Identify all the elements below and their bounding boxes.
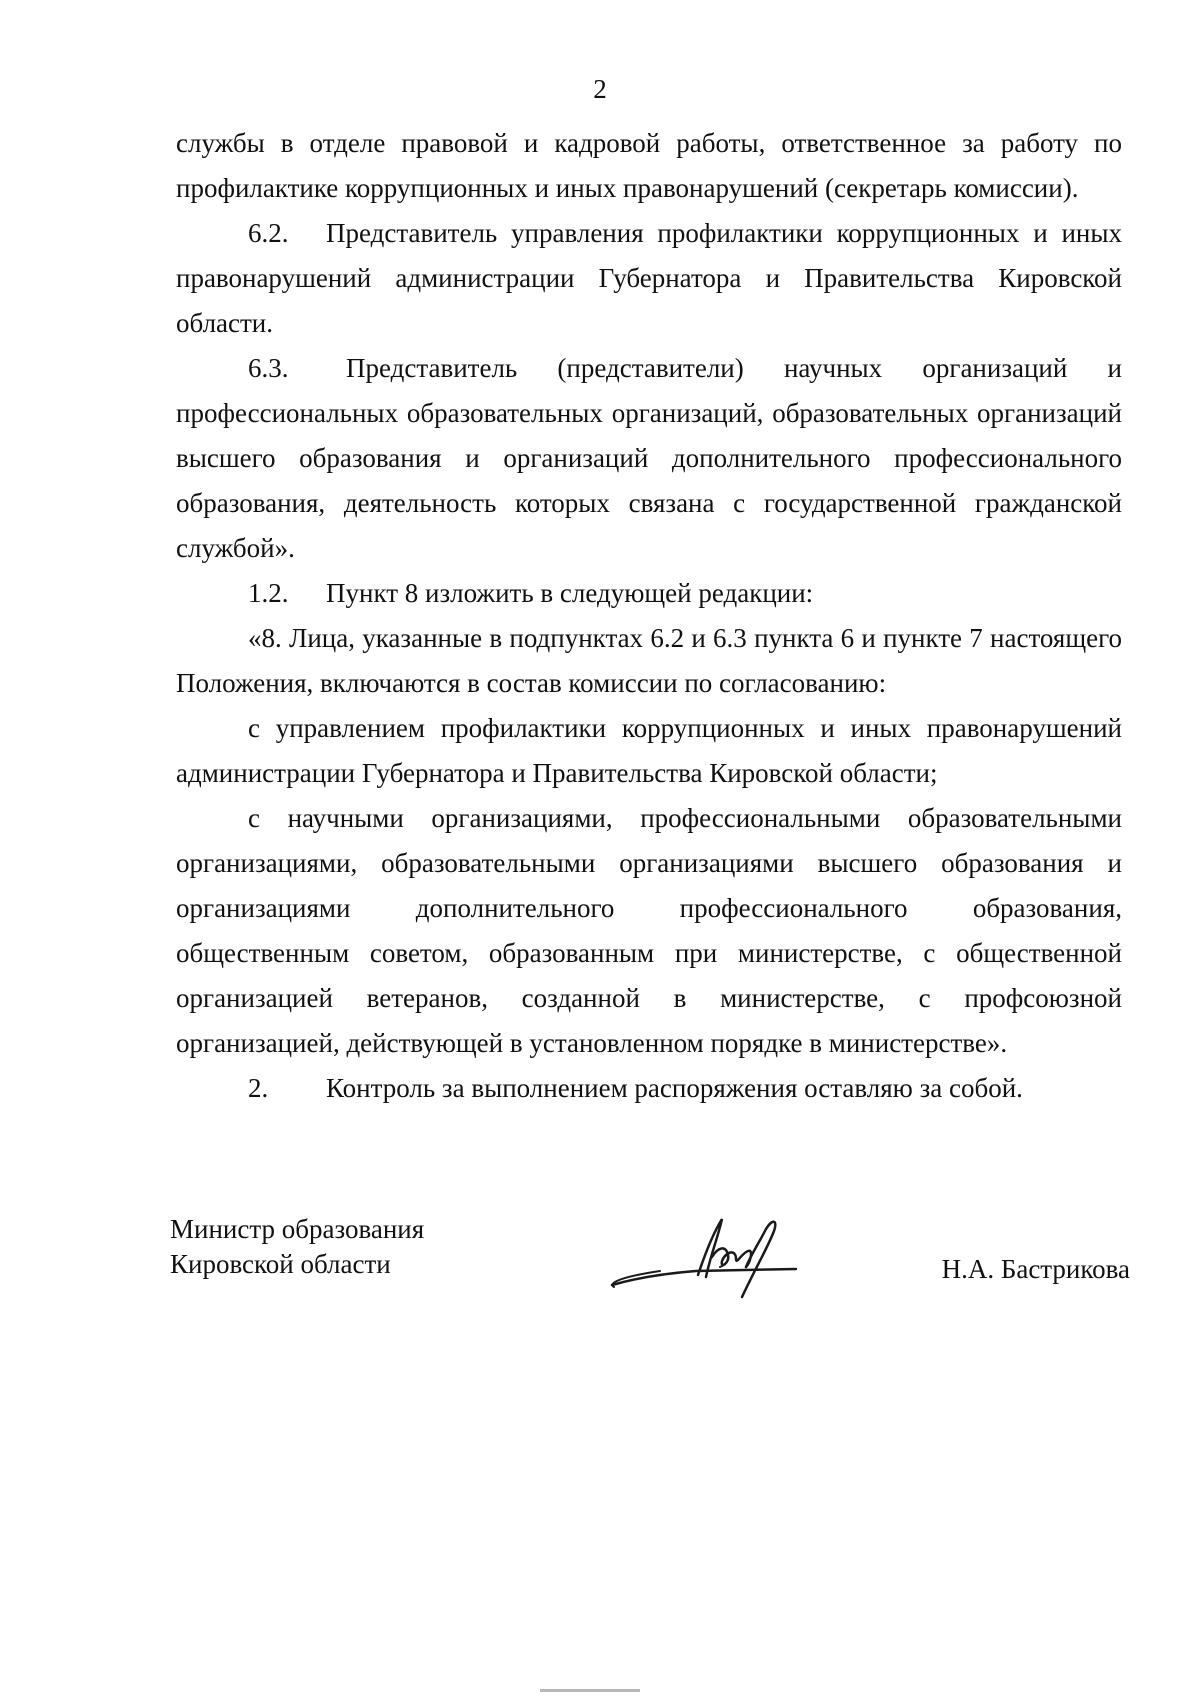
item-text: Представитель (представители) научных организаций и профессиональных образовательных организаций, образовательных организаций высшего образования и организаций дополнительного профессионального образования, деятельность которых связана с государственной гражданской службой». xyxy=(176,353,1122,563)
page-number: 2 xyxy=(593,74,607,104)
signatory-title xyxy=(170,1212,424,1282)
item-text: Представитель управления профилактики коррупционных и иных правонарушений администрации Губернатора и Правительства Кировской области. xyxy=(176,218,1122,338)
paragraph-item-2 xyxy=(176,1066,1122,1111)
paragraph-item-8: «8. Лица, указанные в подпунктах 6.2 и 6.3 пункта 6 и пункте 7 настоящего Положения, включаются в состав комиссии по согласованию: xyxy=(176,623,1122,698)
paragraph-agreement-2: с научными организациями, профессиональными образовательными организациями, образовательными организациями высшего образования и организациями дополнительного профессионального образования, общественным советом, образованным при министерстве, с общественной организацией ветеранов, созданной в министерстве, с профсоюзной организацией, действующей в установленном порядке в министерстве». xyxy=(176,803,1122,1058)
paragraph-continuation: службы в отделе правовой и кадровой работы, ответственное за работу по профилактике коррупционных и иных правонарушений (секретарь комиссии). xyxy=(176,128,1122,203)
item-number: 6.3. xyxy=(248,353,289,383)
document-body xyxy=(176,121,1122,1111)
item-text: Контроль за выполнением распоряжения оставляю за собой. xyxy=(326,1073,1023,1103)
signatory-title-line2: Кировской области xyxy=(170,1249,391,1279)
item-number: 6.2. xyxy=(248,218,289,248)
signature-block xyxy=(170,1212,1130,1322)
item-number: 2. xyxy=(248,1073,269,1103)
paragraph-item-6-3 xyxy=(176,346,1122,571)
paragraph-item-6-2 xyxy=(176,211,1122,346)
paragraph-item-1-2 xyxy=(176,571,1122,616)
signatory-name: Н.А. Бастрикова xyxy=(941,1254,1130,1284)
paragraph-agreement-1: с управлением профилактики коррупционных и иных правонарушений администрации Губернатора и Правительства Кировской области; xyxy=(176,713,1122,788)
page-edge-mark xyxy=(540,1687,640,1693)
item-text: Пункт 8 изложить в следующей редакции: xyxy=(326,578,814,608)
item-number: 1.2. xyxy=(248,578,289,608)
handwritten-signature-icon xyxy=(600,1207,830,1307)
signatory-title-line1: Министр образования xyxy=(170,1214,425,1244)
